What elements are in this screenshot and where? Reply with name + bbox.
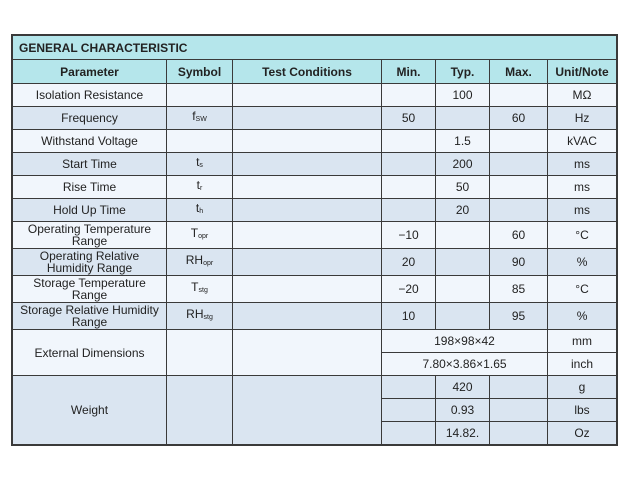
general-characteristic-table bbox=[12, 35, 617, 445]
table-row bbox=[13, 222, 617, 249]
table-row bbox=[13, 249, 617, 276]
min-cell: −10 bbox=[382, 222, 436, 249]
typ-cell: 14.82. bbox=[436, 422, 490, 445]
symbol-subscript: opr bbox=[203, 260, 214, 267]
typ-cell: 20 bbox=[436, 199, 490, 222]
typ-cell bbox=[436, 222, 490, 249]
test-cell bbox=[233, 107, 382, 130]
max-cell: 95 bbox=[490, 303, 548, 330]
unit-cell: °C bbox=[548, 222, 617, 249]
param-cell: Hold Up Time bbox=[13, 199, 167, 222]
min-cell bbox=[382, 376, 436, 399]
header-unit: Unit/Note bbox=[548, 60, 617, 84]
min-cell: 10 bbox=[382, 303, 436, 330]
table-row bbox=[13, 84, 617, 107]
header-row bbox=[13, 60, 617, 84]
typ-cell bbox=[436, 107, 490, 130]
symbol-subscript: stg bbox=[198, 287, 208, 294]
unit-cell: Oz bbox=[548, 422, 617, 445]
symbol-text: T bbox=[190, 226, 199, 240]
unit-cell: ms bbox=[548, 199, 617, 222]
min-cell bbox=[382, 176, 436, 199]
unit-cell: mm bbox=[548, 330, 617, 353]
symbol-cell bbox=[167, 376, 233, 445]
unit-cell: % bbox=[548, 303, 617, 330]
typ-cell: 100 bbox=[436, 84, 490, 107]
typ-cell: 420 bbox=[436, 376, 490, 399]
typ-cell: 1.5 bbox=[436, 130, 490, 153]
param-cell: Frequency bbox=[13, 107, 167, 130]
table-row bbox=[13, 276, 617, 303]
max-cell: 60 bbox=[490, 222, 548, 249]
max-cell bbox=[490, 399, 548, 422]
param-cell: Start Time bbox=[13, 153, 167, 176]
table-row bbox=[13, 376, 617, 399]
test-cell bbox=[233, 376, 382, 445]
max-cell: 85 bbox=[490, 276, 548, 303]
symbol-cell bbox=[167, 222, 233, 249]
symbol-text: t bbox=[196, 178, 200, 192]
typ-cell: 50 bbox=[436, 176, 490, 199]
min-cell: −20 bbox=[382, 276, 436, 303]
symbol-cell bbox=[167, 199, 233, 222]
typ-cell: 0.93 bbox=[436, 399, 490, 422]
table-row bbox=[13, 153, 617, 176]
max-cell bbox=[490, 376, 548, 399]
symbol-text: T bbox=[191, 280, 199, 294]
symbol-subscript: h bbox=[199, 208, 204, 215]
max-cell bbox=[490, 176, 548, 199]
symbol-cell bbox=[167, 276, 233, 303]
min-cell bbox=[382, 199, 436, 222]
unit-cell: °C bbox=[548, 276, 617, 303]
param-cell: Isolation Resistance bbox=[13, 84, 167, 107]
symbol-cell bbox=[167, 176, 233, 199]
param-cell: Storage Temperature Range bbox=[13, 276, 167, 303]
header-min: Min. bbox=[382, 60, 436, 84]
min-cell: 50 bbox=[382, 107, 436, 130]
symbol-subscript: r bbox=[200, 185, 203, 192]
min-cell bbox=[382, 84, 436, 107]
header-typ: Typ. bbox=[436, 60, 490, 84]
table-row bbox=[13, 176, 617, 199]
symbol-cell bbox=[167, 303, 233, 330]
param-cell: Operating Temperature Range bbox=[13, 222, 167, 249]
table-row bbox=[13, 303, 617, 330]
table-row bbox=[13, 107, 617, 130]
symbol-subscript: s bbox=[199, 162, 203, 169]
unit-cell: % bbox=[548, 249, 617, 276]
unit-cell: inch bbox=[548, 353, 617, 376]
symbol-cell bbox=[167, 330, 233, 376]
param-cell: Operating Relative Humidity Range bbox=[13, 249, 167, 276]
max-cell bbox=[490, 153, 548, 176]
table-row bbox=[13, 199, 617, 222]
symbol-text: t bbox=[195, 201, 200, 215]
symbol-cell bbox=[167, 84, 233, 107]
test-cell bbox=[233, 84, 382, 107]
unit-cell: g bbox=[548, 376, 617, 399]
param-cell: Withstand Voltage bbox=[13, 130, 167, 153]
min-cell bbox=[382, 422, 436, 445]
typ-cell: 200 bbox=[436, 153, 490, 176]
symbol-cell bbox=[167, 107, 233, 130]
min-cell bbox=[382, 399, 436, 422]
max-cell bbox=[490, 422, 548, 445]
header-parameter: Parameter bbox=[13, 60, 167, 84]
param-cell: Storage Relative Humidity Range bbox=[13, 303, 167, 330]
header-symbol: Symbol bbox=[167, 60, 233, 84]
table-title: GENERAL CHARACTERISTIC bbox=[13, 36, 617, 60]
unit-cell: ms bbox=[548, 176, 617, 199]
symbol-text: RH bbox=[186, 307, 204, 321]
test-cell bbox=[233, 153, 382, 176]
typ-cell bbox=[436, 276, 490, 303]
param-cell: Rise Time bbox=[13, 176, 167, 199]
test-cell bbox=[233, 222, 382, 249]
unit-cell: MΩ bbox=[548, 84, 617, 107]
table-row bbox=[13, 130, 617, 153]
max-cell: 60 bbox=[490, 107, 548, 130]
test-cell bbox=[233, 176, 382, 199]
test-cell bbox=[233, 130, 382, 153]
table-row bbox=[13, 330, 617, 353]
symbol-subscript: opr bbox=[198, 233, 209, 240]
symbol-text: f bbox=[192, 109, 196, 123]
dimension-value: 198×98×42 bbox=[382, 330, 548, 353]
min-cell: 20 bbox=[382, 249, 436, 276]
max-cell bbox=[490, 199, 548, 222]
test-cell bbox=[233, 303, 382, 330]
unit-cell: kVAC bbox=[548, 130, 617, 153]
param-cell: Weight bbox=[13, 376, 167, 445]
test-cell bbox=[233, 199, 382, 222]
unit-cell: ms bbox=[548, 153, 617, 176]
test-cell bbox=[233, 276, 382, 303]
typ-cell bbox=[436, 303, 490, 330]
min-cell bbox=[382, 153, 436, 176]
test-cell bbox=[233, 249, 382, 276]
typ-cell bbox=[436, 249, 490, 276]
header-max: Max. bbox=[490, 60, 548, 84]
symbol-subscript: SW bbox=[195, 116, 207, 123]
max-cell bbox=[490, 84, 548, 107]
symbol-text: RH bbox=[185, 253, 204, 267]
symbol-cell bbox=[167, 249, 233, 276]
symbol-subscript: stg bbox=[203, 314, 213, 321]
unit-cell: lbs bbox=[548, 399, 617, 422]
test-cell bbox=[233, 330, 382, 376]
param-cell: External Dimensions bbox=[13, 330, 167, 376]
unit-cell: Hz bbox=[548, 107, 617, 130]
header-test-conditions: Test Conditions bbox=[233, 60, 382, 84]
max-cell bbox=[490, 130, 548, 153]
min-cell bbox=[382, 130, 436, 153]
max-cell: 90 bbox=[490, 249, 548, 276]
symbol-text: t bbox=[196, 155, 200, 169]
symbol-cell bbox=[167, 130, 233, 153]
dimension-value: 7.80×3.86×1.65 bbox=[382, 353, 548, 376]
symbol-cell bbox=[167, 153, 233, 176]
